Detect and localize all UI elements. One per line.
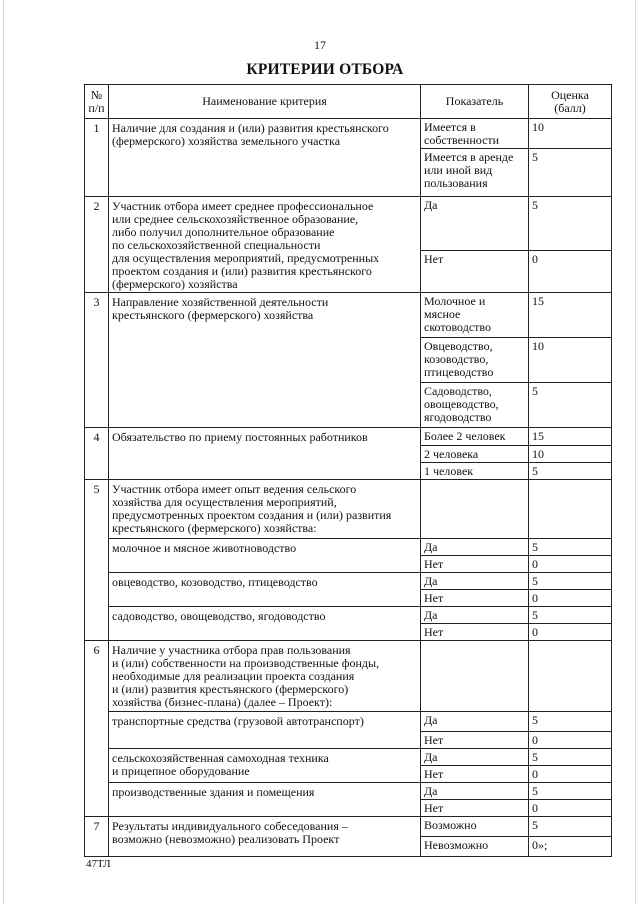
score-cell: 10 [529, 446, 612, 463]
indicator-cell: Да [421, 573, 529, 590]
criterion-name: Наличие для создания и (или) развития крестьянского (фермерского) хозяйства земельного участка [109, 119, 421, 197]
score-cell [529, 641, 612, 712]
score-cell: 5 [529, 783, 612, 800]
score-cell: 0 [529, 766, 612, 783]
subcriterion-name: сельскохозяйственная самоходная техника и прицепное оборудование [109, 749, 421, 783]
score-cell: 0 [529, 251, 612, 293]
subcriterion-name: транспортные средства (грузовой автотранспорт) [109, 712, 421, 749]
row-number: 5 [85, 480, 109, 641]
criterion-name: Обязательство по приему постоянных работников [109, 428, 421, 480]
indicator-cell: Да [421, 539, 529, 556]
indicator-cell: Нет [421, 800, 529, 817]
score-cell: 10 [529, 119, 612, 149]
criteria-table-wrapper [84, 84, 611, 852]
indicator-cell: Имеется в аренде или иной вид пользования [421, 149, 529, 197]
criterion-name: Участник отбора имеет среднее профессиональное или среднее сельскохозяйственное образование, либо получил дополнительное образование по сельскохозяйственной специальности для осуществления мероприятий, предусмотренных проектом создания и (или) развития крестьянского (фермерского) хозяйства [109, 197, 421, 293]
table-row [85, 480, 612, 539]
table-subrow [85, 749, 612, 766]
indicator-cell: Садоводство, овощеводство, ягодоводство [421, 383, 529, 428]
row-number: 6 [85, 641, 109, 817]
indicator-cell: Нет [421, 590, 529, 607]
indicator-cell: Возможно [421, 817, 529, 837]
header-number: № п/п [85, 85, 109, 119]
indicator-cell: Нет [421, 766, 529, 783]
score-cell: 5 [529, 539, 612, 556]
header-score: Оценка (балл) [529, 85, 612, 119]
score-cell: 5 [529, 149, 612, 197]
indicator-cell: Невозможно [421, 837, 529, 857]
row-number: 3 [85, 293, 109, 428]
score-cell: 0 [529, 590, 612, 607]
score-cell: 5 [529, 817, 612, 837]
indicator-cell: Овцеводство, козоводство, птицеводство [421, 338, 529, 383]
criteria-table [84, 84, 612, 857]
indicator-cell: Да [421, 749, 529, 766]
table-row [85, 641, 612, 712]
score-cell: 5 [529, 573, 612, 590]
table-subrow [85, 607, 612, 624]
score-cell: 5 [529, 197, 612, 251]
score-cell: 5 [529, 712, 612, 732]
table-subrow [85, 539, 612, 556]
criterion-name: Участник отбора имеет опыт ведения сельского хозяйства для осуществления мероприятий, предусмотренных проектом создания и (или) развития крестьянского (фермерского) хозяйства: [109, 480, 421, 539]
score-cell: 5 [529, 463, 612, 480]
table-subrow [85, 783, 612, 800]
table-header-row [85, 85, 612, 119]
score-cell: 0 [529, 800, 612, 817]
header-indicator: Показатель [421, 85, 529, 119]
table-row [85, 293, 612, 338]
row-number: 7 [85, 817, 109, 857]
indicator-cell [421, 641, 529, 712]
footer-code: 47ТЛ [86, 858, 111, 870]
indicator-cell: 2 человека [421, 446, 529, 463]
scan-edge-right [635, 0, 636, 905]
indicator-cell: Нет [421, 624, 529, 641]
indicator-cell: Нет [421, 732, 529, 749]
score-cell [529, 480, 612, 539]
score-cell: 5 [529, 749, 612, 766]
indicator-cell: Да [421, 607, 529, 624]
indicator-cell: Да [421, 197, 529, 251]
table-row [85, 428, 612, 446]
page-number: 17 [314, 38, 326, 52]
score-cell: 5 [529, 607, 612, 624]
score-cell: 0 [529, 556, 612, 573]
table-subrow [85, 712, 612, 732]
score-cell: 0»; [529, 837, 612, 857]
indicator-cell: Имеется в собственности [421, 119, 529, 149]
row-number: 1 [85, 119, 109, 197]
table-row [85, 197, 612, 251]
score-cell: 0 [529, 732, 612, 749]
criterion-name: Наличие у участника отбора прав пользования и (или) собственности на производственные фонды, необходимые для реализации проекта создания и (или) развития крестьянского (фермерского) хозяйства (бизнес-плана) (далее – Проект): [109, 641, 421, 712]
subcriterion-name: садоводство, овощеводство, ягодоводство [109, 607, 421, 641]
score-cell: 10 [529, 338, 612, 383]
score-cell: 5 [529, 383, 612, 428]
table-subrow [85, 573, 612, 590]
indicator-cell: Да [421, 783, 529, 800]
row-number: 2 [85, 197, 109, 293]
table-row [85, 119, 612, 149]
indicator-cell: Более 2 человек [421, 428, 529, 446]
criterion-name: Направление хозяйственной деятельности крестьянского (фермерского) хозяйства [109, 293, 421, 428]
subcriterion-name: молочное и мясное животноводство [109, 539, 421, 573]
indicator-cell: Да [421, 712, 529, 732]
indicator-cell: Нет [421, 251, 529, 293]
indicator-cell: 1 человек [421, 463, 529, 480]
subcriterion-name: овцеводство, козоводство, птицеводство [109, 573, 421, 607]
indicator-cell: Молочное и мясное скотоводство [421, 293, 529, 338]
indicator-cell [421, 480, 529, 539]
document-title: КРИТЕРИИ ОТБОРА [246, 61, 404, 78]
scan-edge-left [3, 0, 4, 905]
header-criterion-name: Наименование критерия [109, 85, 421, 119]
criterion-name: Результаты индивидуального собеседования – возможно (невозможно) реализовать Проект [109, 817, 421, 857]
row-number: 4 [85, 428, 109, 480]
score-cell: 15 [529, 428, 612, 446]
score-cell: 15 [529, 293, 612, 338]
indicator-cell: Нет [421, 556, 529, 573]
table-row [85, 817, 612, 837]
subcriterion-name: производственные здания и помещения [109, 783, 421, 817]
score-cell: 0 [529, 624, 612, 641]
